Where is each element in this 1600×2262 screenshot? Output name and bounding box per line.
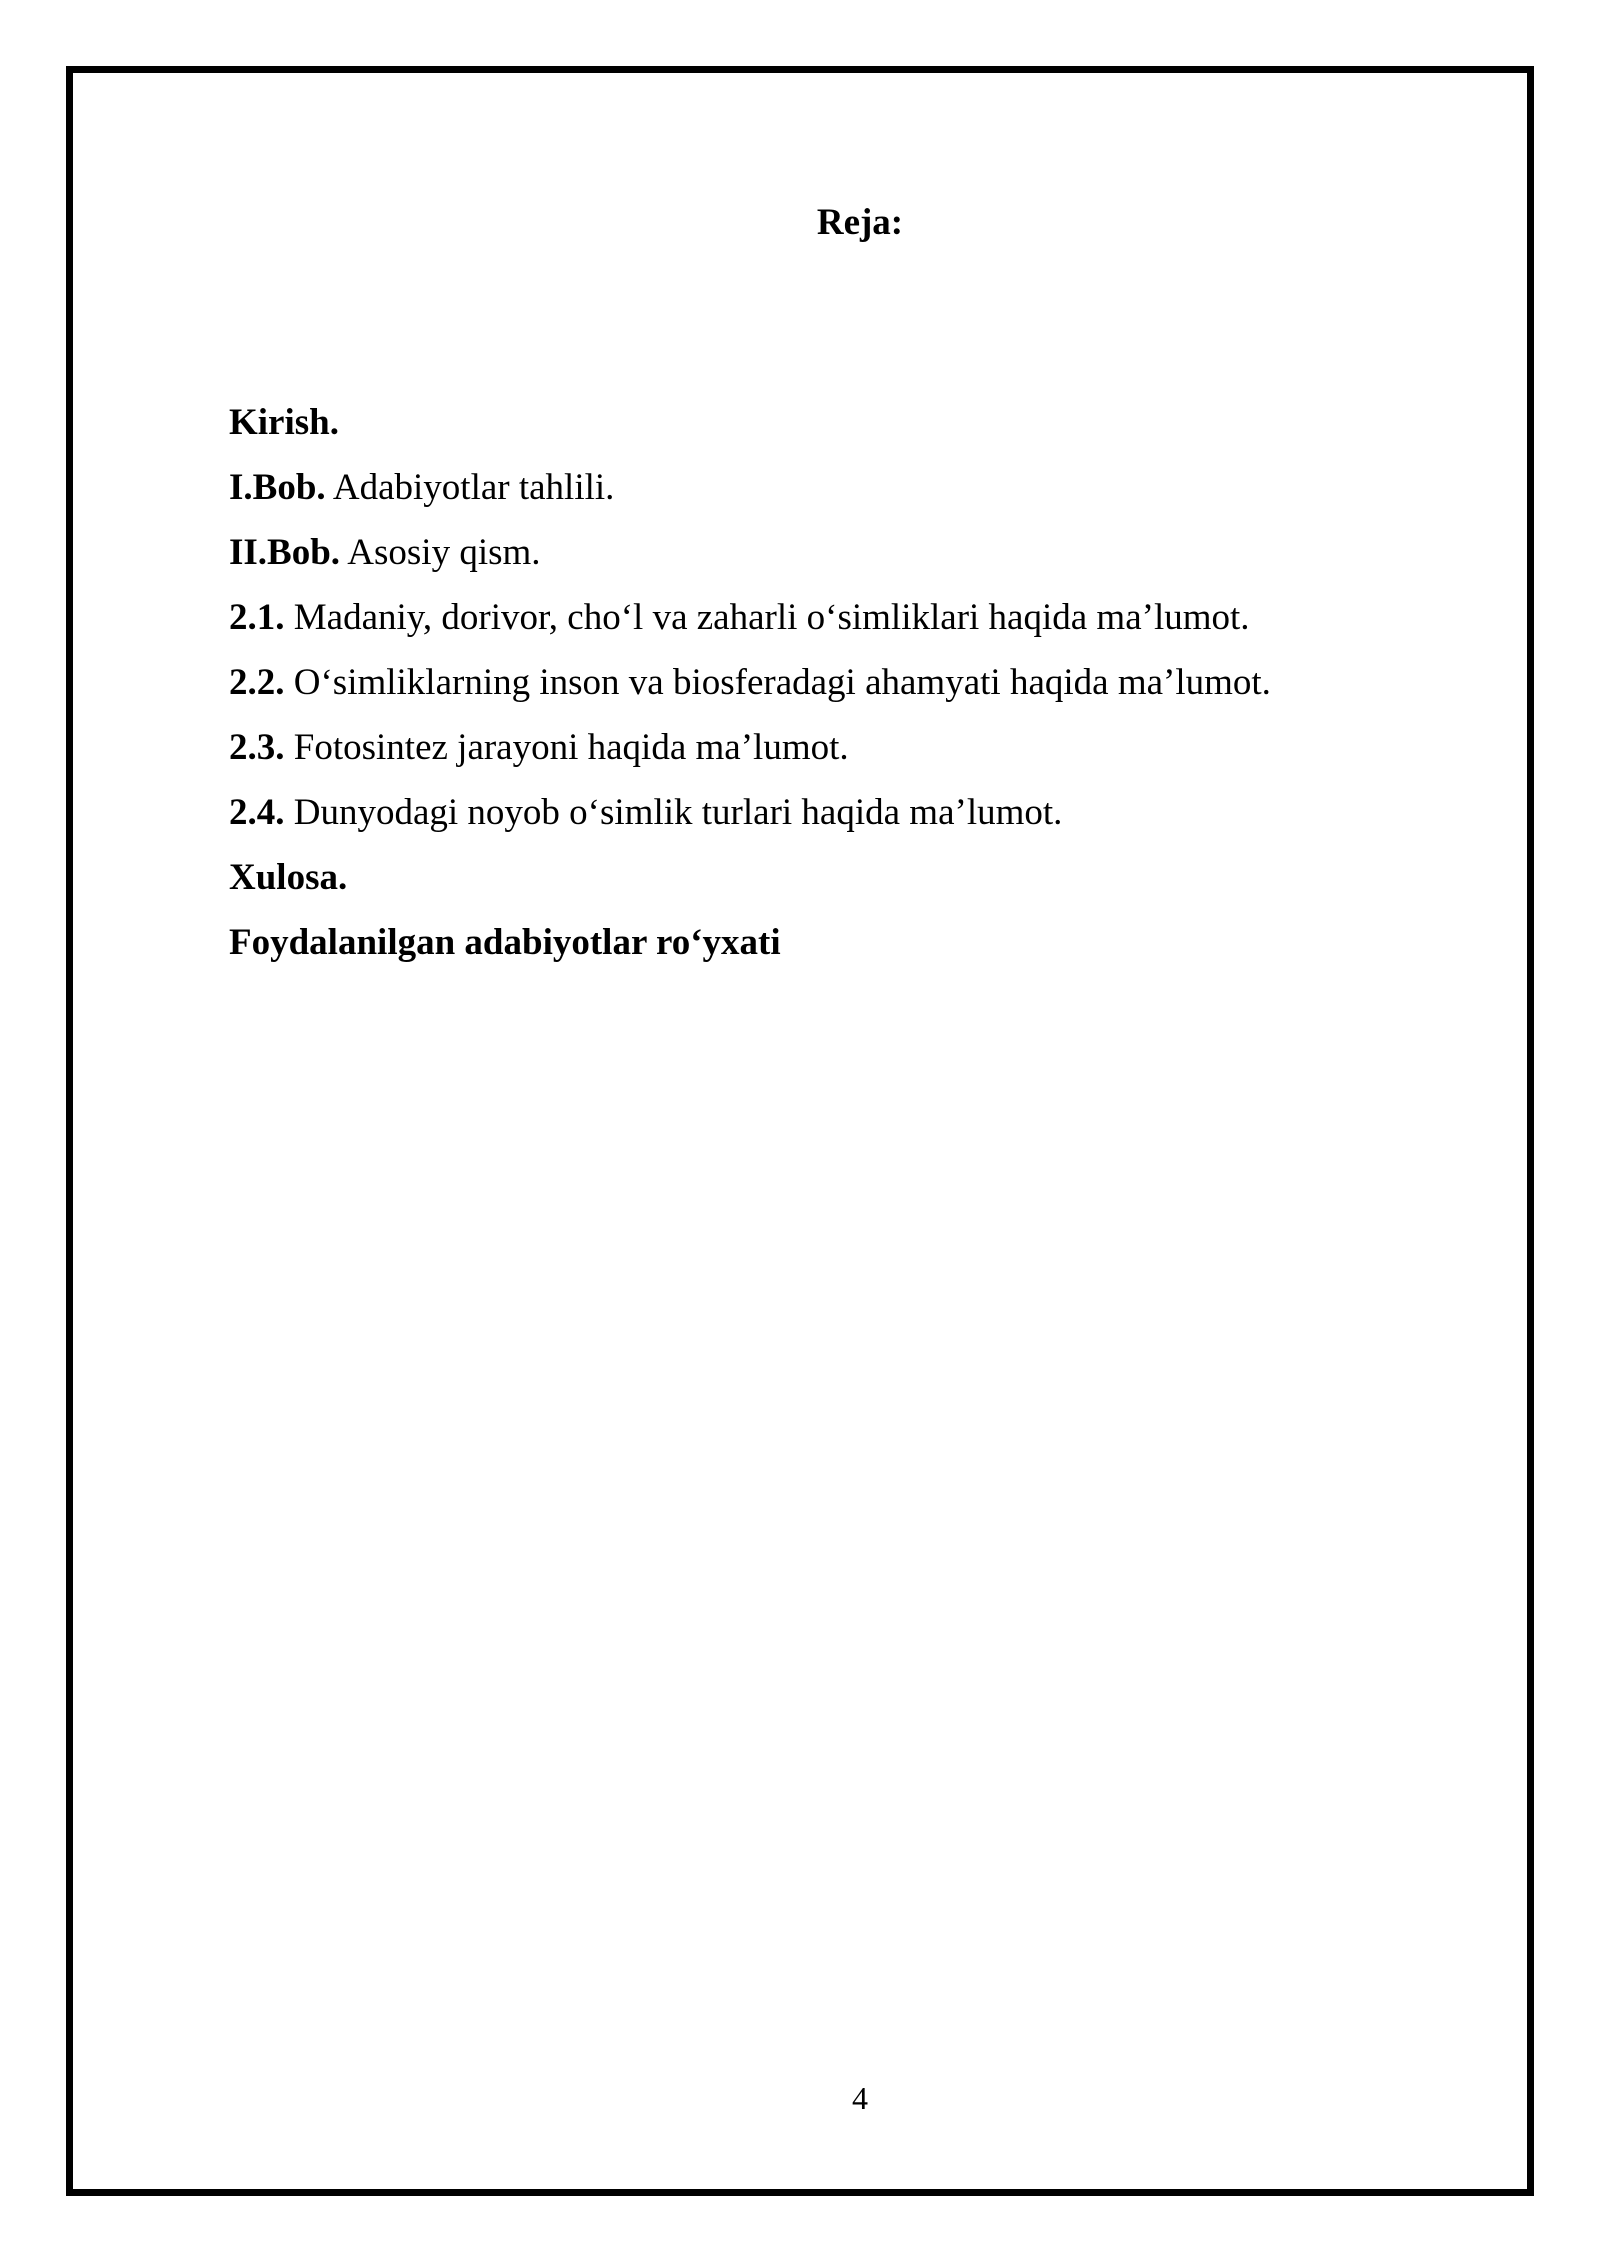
toc-item-text: Adabiyotlar tahlili. — [325, 467, 615, 508]
toc-item-number: 2.4. — [229, 792, 285, 833]
toc-item-number: Kirish. — [229, 402, 339, 443]
toc-item-number: 2.3. — [229, 727, 285, 768]
toc-item-section-2-4 — [229, 780, 1429, 845]
toc-item-references — [229, 910, 1429, 975]
page-border — [66, 66, 1534, 2196]
page-title: Reja: — [816, 202, 904, 243]
toc-item-number: Foydalanilgan adabiyotlar ro‘yxati — [229, 922, 781, 963]
page-number: 4 — [852, 2080, 868, 2116]
toc-item-text: Madaniy, dorivor, cho‘l va zaharli o‘simliklari haqida ma’lumot. — [284, 597, 1250, 638]
toc-item-text: O‘simliklarning inson va biosferadagi ahamyati haqida ma’lumot. — [284, 662, 1271, 703]
toc-item-text: Asosiy qism. — [340, 532, 541, 573]
toc-item-chapter-1 — [229, 455, 1429, 520]
toc-item-number: I.Bob. — [229, 467, 326, 508]
toc-item-number: 2.2. — [229, 662, 285, 703]
toc-item-section-2-1 — [229, 585, 1429, 650]
toc-item-text: Fotosintez jarayoni haqida ma’lumot. — [284, 727, 849, 768]
toc-item-number: Xulosa. — [229, 857, 348, 898]
toc-item-section-2-3 — [229, 715, 1429, 780]
table-of-contents — [229, 390, 1429, 975]
toc-item-chapter-2 — [229, 520, 1429, 585]
toc-item-conclusion — [229, 845, 1429, 910]
toc-item-number: II.Bob. — [229, 532, 341, 573]
toc-item-text: Dunyodagi noyob o‘simlik turlari haqida ma’lumot. — [284, 792, 1063, 833]
toc-item-introduction — [229, 390, 1429, 455]
toc-item-number: 2.1. — [229, 597, 285, 638]
toc-item-section-2-2 — [229, 650, 1429, 715]
